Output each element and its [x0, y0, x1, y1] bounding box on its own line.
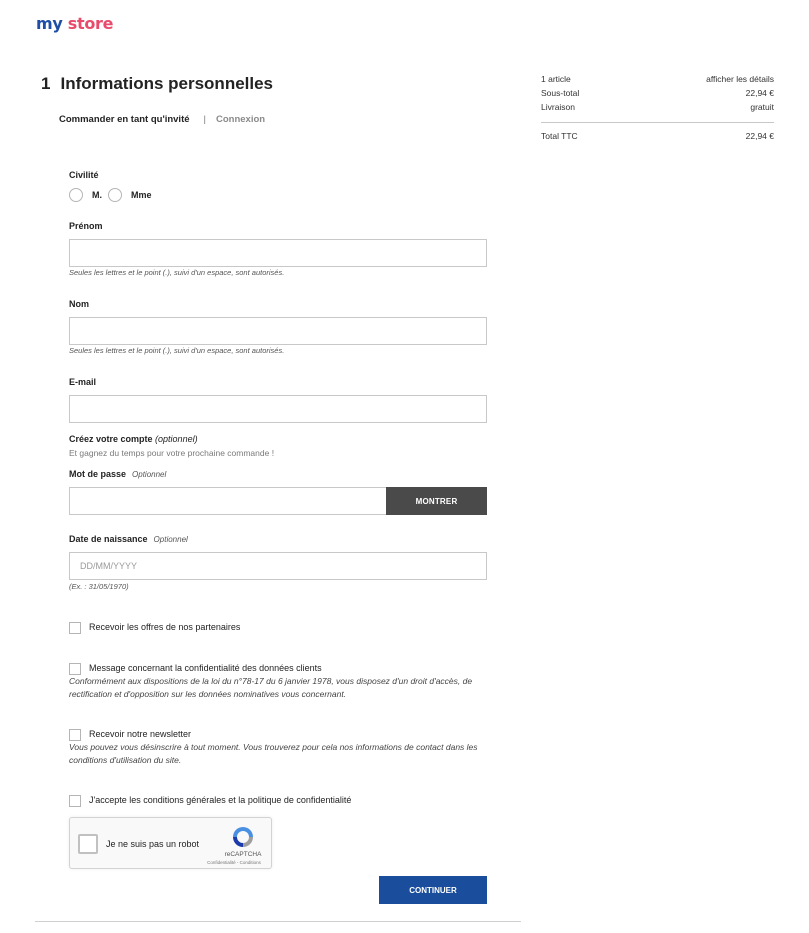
partner-offers-checkbox[interactable] — [69, 622, 81, 634]
birthday-optional: Optionnel — [153, 535, 188, 544]
tab-login[interactable]: Connexion — [216, 114, 266, 125]
birthday-label-text: Date de naissance — [69, 534, 148, 544]
logo-text-my: my — [36, 14, 63, 33]
summary-subtotal-label: Sous-total — [541, 88, 580, 98]
terms-row — [69, 795, 351, 807]
create-account-optional: (optionnel) — [155, 434, 198, 444]
store-logo[interactable] — [36, 14, 113, 33]
recaptcha-widget — [69, 817, 272, 869]
firstname-hint: Seules les lettres et le point (.), suivi d'un espace, sont autorisés. — [69, 268, 285, 277]
recaptcha-checkbox[interactable] — [78, 834, 98, 854]
logo-text-store: store — [67, 14, 114, 33]
terms-checkbox[interactable] — [69, 795, 81, 807]
privacy-checkbox[interactable] — [69, 663, 81, 675]
step-title — [41, 74, 273, 94]
step-title-text: Informations personnelles — [60, 74, 274, 93]
partner-offers-label: Recevoir les offres de nos partenaires — [89, 622, 241, 632]
lastname-label: Nom — [69, 299, 89, 309]
privacy-label: Message concernant la confidentialité des données clients — [89, 663, 322, 673]
bottom-divider — [35, 921, 521, 922]
summary-total-value: 22,94 € — [745, 131, 774, 141]
email-label: E-mail — [69, 377, 97, 387]
civility-label-mr: M. — [92, 190, 102, 200]
summary-shipping-value: gratuit — [750, 102, 774, 112]
partner-offers-row — [69, 622, 240, 634]
civility-radio-mrs[interactable] — [108, 188, 122, 202]
recaptcha-label: Je ne suis pas un robot — [106, 839, 200, 849]
create-account-title-text: Créez votre compte — [69, 434, 153, 444]
summary-shipping-label: Livraison — [541, 102, 576, 112]
birthday-hint: (Ex. : 31/05/1970) — [69, 582, 129, 591]
password-group — [69, 487, 487, 515]
create-account-block — [69, 434, 274, 458]
summary-items-row — [541, 72, 774, 86]
summary-subtotal-value: 22,94 € — [745, 88, 774, 98]
summary-subtotal-row — [541, 86, 774, 100]
summary-total-row — [541, 129, 774, 143]
civility-label: Civilité — [69, 170, 99, 180]
password-label — [69, 469, 166, 479]
continue-button[interactable]: CONTINUER — [379, 876, 487, 904]
show-password-button[interactable]: MONTRER — [386, 487, 487, 515]
privacy-row — [69, 663, 322, 675]
recaptcha-brand: reCAPTCHA — [224, 851, 262, 858]
firstname-field[interactable] — [69, 239, 487, 267]
lastname-field[interactable] — [69, 317, 487, 345]
password-label-text: Mot de passe — [69, 469, 127, 479]
newsletter-description: Vous pouvez vous désinscrire à tout moment. Vous trouverez pour cela nos informations de contact dans les conditions d'utilisation du site. — [69, 742, 478, 765]
tab-guest-checkout[interactable]: Commander en tant qu'invité — [59, 114, 190, 125]
recaptcha-icon — [230, 824, 256, 850]
recaptcha-links[interactable]: Confidentialité - Conditions — [207, 860, 261, 865]
password-field[interactable] — [69, 487, 386, 515]
privacy-description: Conformément aux dispositions de la loi du n°78-17 du 6 janvier 1978, vous disposez d'un droit d'accès, de rectification et d'opposition sur les données nominatives vous concernant. — [69, 676, 473, 699]
auth-tabs — [59, 114, 265, 125]
terms-label: J'accepte les conditions générales et la politique de confidentialité — [89, 795, 352, 805]
civility-label-mrs: Mme — [131, 190, 152, 200]
password-optional: Optionnel — [132, 470, 167, 479]
order-summary — [541, 72, 774, 143]
newsletter-row — [69, 729, 191, 741]
step-number: 1 — [41, 74, 51, 93]
civility-radio-group — [69, 188, 155, 202]
create-account-subtitle: Et gagnez du temps pour votre prochaine commande ! — [69, 448, 275, 458]
email-field[interactable] — [69, 395, 487, 423]
summary-total-label: Total TTC — [541, 131, 578, 141]
summary-items-count: 1 article — [541, 74, 571, 84]
firstname-label: Prénom — [69, 221, 103, 231]
newsletter-label: Recevoir notre newsletter — [89, 729, 192, 739]
lastname-hint: Seules les lettres et le point (.), suivi d'un espace, sont autorisés. — [69, 346, 285, 355]
birthday-field[interactable] — [69, 552, 487, 580]
summary-divider — [541, 122, 774, 123]
civility-radio-mr[interactable] — [69, 188, 83, 202]
create-account-title — [69, 434, 274, 444]
newsletter-checkbox[interactable] — [69, 729, 81, 741]
tab-separator: | — [203, 114, 206, 125]
summary-shipping-row — [541, 100, 774, 114]
summary-details-link[interactable]: afficher les détails — [706, 74, 774, 84]
birthday-label — [69, 534, 188, 544]
